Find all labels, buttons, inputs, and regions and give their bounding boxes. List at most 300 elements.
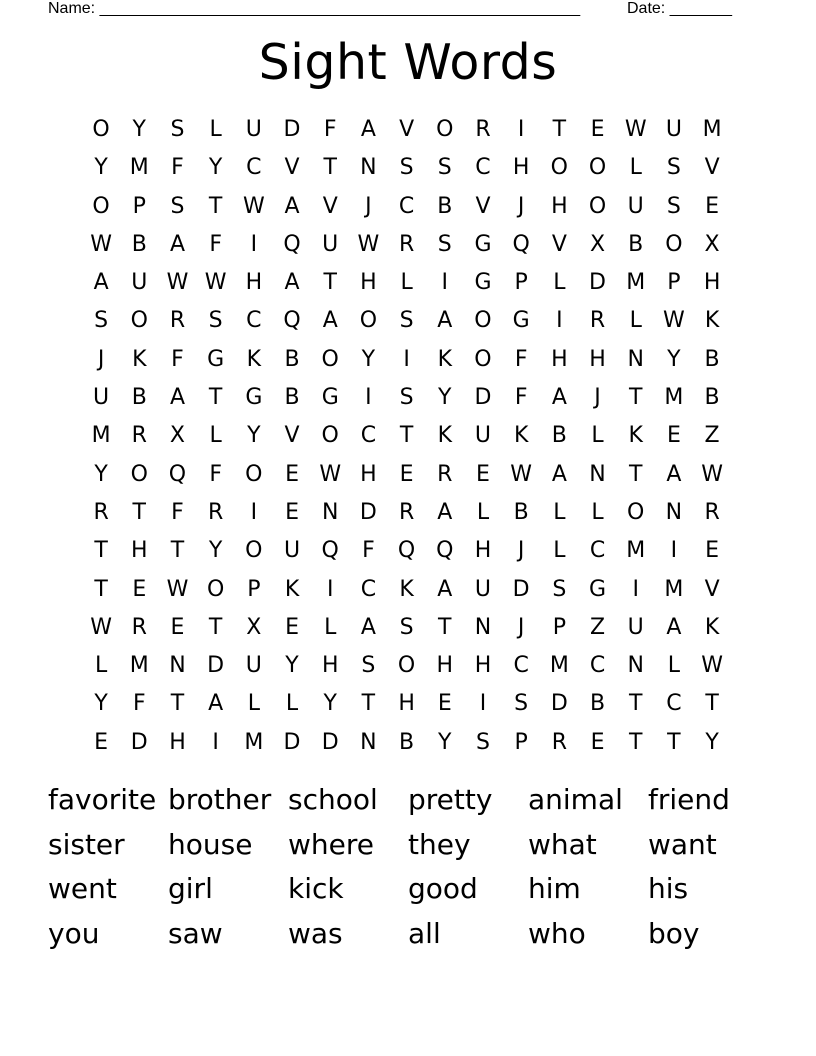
grid-letter: R [589, 308, 606, 334]
word-list-item: his [648, 872, 689, 905]
grid-letter: M [626, 538, 646, 564]
grid-letter: S [666, 193, 681, 219]
grid-letter: E [705, 193, 720, 219]
grid-letter: W [701, 653, 723, 679]
grid-letter: C [513, 653, 529, 679]
grid-letter: W [204, 270, 227, 296]
grid-letter: M [664, 385, 684, 411]
grid-letter: N [627, 346, 644, 372]
grid-letter: W [510, 461, 533, 487]
grid-row [82, 456, 732, 494]
grid-letter: K [628, 423, 643, 449]
grid-letter: U [627, 193, 644, 219]
grid-letter: T [170, 691, 185, 717]
grid-letter: E [285, 614, 299, 640]
grid-letter: S [514, 691, 529, 717]
grid-letter: N [360, 155, 377, 181]
letter-grid [82, 111, 732, 762]
grid-letter: S [208, 308, 223, 334]
grid-letter: A [551, 385, 567, 411]
grid-letter: A [666, 461, 682, 487]
grid-letter: Z [589, 614, 606, 640]
grid-letter: F [362, 538, 375, 564]
word-list-item: they [408, 827, 471, 861]
word-list-item: brother [168, 783, 272, 816]
grid-letter: B [704, 346, 720, 372]
grid-letter: E [132, 576, 147, 602]
grid-letter: Y [247, 423, 261, 449]
grid-letter: A [551, 461, 567, 487]
word-list-item: who [528, 916, 586, 950]
grid-letter: B [628, 231, 644, 257]
grid-letter: B [513, 499, 529, 525]
grid-letter: K [513, 423, 529, 449]
grid-letter: T [399, 423, 414, 449]
word-list-item: where [288, 827, 374, 861]
grid-letter: T [170, 538, 185, 564]
grid-letter: S [437, 231, 452, 257]
grid-letter: U [322, 231, 339, 257]
grid-letter: U [627, 614, 644, 640]
grid-letter: C [246, 155, 262, 181]
grid-letter: Q [283, 231, 301, 257]
grid-letter: L [476, 499, 490, 525]
grid-letter: W [319, 461, 342, 487]
grid-letter: P [247, 576, 261, 602]
grid-letter: F [209, 231, 222, 257]
grid-letter: T [208, 614, 223, 640]
grid-letter: V [284, 423, 300, 449]
grid-letter: L [553, 270, 566, 296]
grid-letter: X [704, 231, 720, 257]
grid-letter: L [94, 653, 108, 679]
grid-letter: X [246, 614, 262, 640]
grid-letter: L [209, 117, 222, 142]
grid-letter: F [323, 117, 337, 142]
grid-letter: I [250, 499, 258, 525]
grid-letter: J [517, 538, 525, 564]
grid-letter: B [131, 385, 147, 411]
grid-letter: C [589, 653, 606, 679]
grid-row [82, 379, 732, 417]
word-list [48, 778, 768, 956]
grid-letter: C [666, 691, 682, 717]
grid-letter: L [629, 155, 642, 181]
grid-letter: S [94, 308, 109, 334]
word-list-item: sister [48, 827, 125, 861]
word-list-item: want [648, 827, 717, 861]
grid-letter: S [666, 155, 681, 181]
grid-letter: O [92, 117, 110, 142]
grid-letter: T [628, 385, 643, 411]
grid-letter: U [283, 538, 301, 564]
grid-letter: N [627, 653, 644, 679]
grid-letter: Q [512, 231, 530, 257]
grid-letter: U [245, 653, 262, 679]
grid-letter: S [170, 193, 185, 219]
grid-letter: F [209, 461, 222, 487]
grid-letter: Y [94, 691, 108, 717]
grid-letter: L [209, 423, 222, 449]
grid-letter: R [169, 308, 186, 334]
grid-letter: A [93, 270, 109, 296]
grid-letter: Y [323, 691, 337, 717]
grid-letter: S [399, 614, 414, 640]
grid-letter: P [514, 729, 528, 755]
grid-letter: D [130, 729, 148, 755]
grid-letter: I [441, 270, 449, 296]
grid-letter: K [437, 423, 452, 449]
grid-letter: O [321, 346, 339, 372]
grid-letter: Z [704, 423, 720, 449]
grid-letter: H [360, 270, 377, 296]
grid-letter: D [512, 576, 530, 602]
grid-row [82, 685, 732, 723]
grid-letter: J [97, 346, 105, 372]
date-field-label: Date: _______ [627, 0, 732, 17]
grid-letter: K [132, 346, 147, 372]
grid-row [82, 571, 732, 609]
word-list-item: girl [168, 872, 213, 905]
grid-letter: T [667, 729, 681, 755]
word-list-row [48, 778, 768, 823]
grid-letter: S [399, 308, 414, 334]
grid-letter: F [171, 346, 184, 372]
grid-letter: I [479, 691, 487, 717]
grid-letter: O [359, 308, 378, 334]
grid-letter: W [166, 576, 189, 602]
grid-letter: G [589, 576, 607, 602]
grid-letter: Q [168, 461, 187, 487]
grid-letter: R [551, 729, 567, 755]
grid-letter: V [399, 117, 415, 142]
grid-letter: R [93, 499, 109, 525]
grid-letter: K [399, 576, 414, 602]
grid-letter: C [589, 538, 606, 564]
grid-letter: O [397, 653, 416, 679]
grid-letter: H [703, 270, 721, 296]
word-list-item: all [408, 916, 441, 950]
grid-row [82, 149, 732, 187]
grid-letter: Y [208, 538, 223, 564]
grid-letter: K [704, 614, 720, 640]
worksheet-header [0, 0, 816, 22]
grid-letter: R [131, 614, 147, 640]
grid-letter: E [285, 499, 299, 525]
grid-letter: U [474, 576, 492, 602]
grid-letter: V [322, 193, 338, 219]
grid-letter: L [247, 691, 260, 717]
grid-letter: T [552, 117, 567, 142]
grid-letter: E [476, 461, 490, 487]
grid-letter: T [323, 270, 337, 296]
grid-letter: V [704, 576, 720, 602]
grid-letter: Y [438, 729, 452, 755]
grid-letter: F [171, 155, 184, 181]
grid-letter: O [665, 231, 683, 257]
word-list-row [48, 867, 768, 912]
grid-letter: R [475, 117, 491, 142]
grid-letter: H [589, 346, 606, 372]
grid-letter: Y [285, 653, 299, 679]
grid-letter: Y [667, 346, 681, 372]
grid-letter: B [399, 729, 415, 755]
grid-letter: Q [321, 538, 339, 564]
grid-letter: C [360, 576, 377, 602]
grid-letter: K [246, 346, 262, 372]
grid-letter: S [361, 653, 376, 679]
word-list-item: school [288, 783, 378, 816]
grid-letter: L [285, 691, 299, 717]
word-list-item: saw [168, 916, 223, 950]
grid-letter: O [130, 308, 148, 334]
grid-letter: R [208, 499, 224, 525]
grid-letter: I [326, 576, 334, 602]
grid-letter: S [552, 576, 567, 602]
grid-letter: T [628, 461, 643, 487]
grid-letter: N [321, 499, 339, 525]
grid-letter: E [285, 461, 299, 487]
word-list-item: pretty [408, 783, 493, 816]
grid-letter: I [250, 231, 258, 257]
grid-letter: J [517, 614, 525, 640]
grid-letter: D [550, 691, 568, 717]
grid-letter: B [551, 423, 567, 449]
grid-letter: D [283, 117, 301, 142]
grid-letter: F [132, 691, 146, 717]
grid-letter: L [629, 308, 642, 334]
word-list-item: favorite [48, 783, 157, 816]
grid-row [82, 494, 732, 532]
grid-letter: S [170, 117, 185, 142]
grid-letter: Q [397, 538, 416, 564]
grid-row [82, 724, 732, 762]
grid-letter: W [701, 461, 723, 487]
grid-letter: E [437, 691, 452, 717]
grid-letter: O [321, 423, 339, 449]
grid-letter: R [704, 499, 720, 525]
grid-letter: P [667, 270, 681, 296]
grid-letter: D [207, 653, 225, 679]
grid-letter: D [283, 729, 301, 755]
grid-letter: I [670, 538, 678, 564]
grid-letter: Y [361, 346, 376, 372]
grid-letter: A [666, 614, 682, 640]
grid-letter: H [474, 538, 492, 564]
grid-letter: T [208, 193, 223, 219]
grid-letter: K [704, 308, 720, 334]
grid-letter: E [590, 729, 605, 755]
grid-letter: I [517, 117, 525, 142]
grid-letter: D [321, 729, 339, 755]
grid-letter: W [624, 117, 647, 142]
grid-letter: R [131, 423, 147, 449]
grid-letter: W [357, 231, 380, 257]
grid-letter: M [664, 576, 684, 602]
grid-letter: E [666, 423, 681, 449]
grid-row [82, 532, 732, 570]
grid-letter: C [475, 155, 491, 181]
grid-letter: B [437, 193, 453, 219]
grid-letter: A [437, 499, 453, 525]
grid-letter: J [365, 193, 372, 219]
word-list-item: kick [288, 872, 344, 905]
grid-letter: E [170, 614, 185, 640]
grid-row [82, 188, 732, 226]
grid-letter: A [437, 576, 453, 602]
grid-letter: M [549, 653, 569, 679]
grid-row [82, 609, 732, 647]
grid-letter: X [169, 423, 185, 449]
grid-letter: Y [132, 117, 146, 142]
grid-letter: H [436, 653, 454, 679]
grid-row [82, 647, 732, 685]
grid-letter: O [474, 346, 492, 372]
grid-letter: G [512, 308, 530, 334]
grid-letter: L [591, 499, 604, 525]
grid-letter: I [556, 308, 563, 334]
grid-letter: G [474, 270, 492, 296]
grid-letter: R [398, 499, 415, 525]
grid-letter: S [399, 155, 414, 181]
grid-letter: B [704, 385, 720, 411]
grid-letter: A [437, 308, 453, 334]
word-list-item: house [168, 827, 253, 861]
grid-letter: L [591, 423, 604, 449]
grid-letter: S [475, 729, 490, 755]
grid-letter: H [169, 729, 186, 755]
grid-letter: P [552, 614, 566, 640]
grid-letter: R [398, 231, 415, 257]
grid-row [82, 341, 732, 379]
grid-letter: K [284, 576, 300, 602]
grid-letter: T [208, 385, 223, 411]
grid-letter: G [321, 385, 339, 411]
grid-letter: O [627, 499, 645, 525]
grid-letter: P [514, 270, 528, 296]
grid-letter: U [474, 423, 492, 449]
word-list-row [48, 912, 768, 957]
grid-letter: J [594, 385, 601, 411]
grid-letter: H [245, 270, 263, 296]
grid-letter: N [665, 499, 683, 525]
grid-letter: E [590, 117, 605, 142]
grid-letter: W [663, 308, 685, 334]
grid-letter: W [90, 614, 112, 640]
grid-letter: H [551, 193, 568, 219]
grid-letter: V [284, 155, 300, 181]
grid-letter: D [474, 385, 492, 411]
grid-letter: A [169, 385, 185, 411]
grid-letter: E [399, 461, 414, 487]
word-list-item: good [408, 872, 478, 905]
grid-letter: H [398, 691, 415, 717]
grid-letter: A [284, 193, 300, 219]
grid-row [82, 264, 732, 302]
grid-letter: T [94, 576, 108, 602]
grid-letter: F [171, 499, 184, 525]
grid-letter: R [437, 461, 453, 487]
grid-letter: F [514, 346, 528, 372]
grid-letter: M [244, 729, 264, 755]
grid-letter: I [212, 729, 219, 755]
grid-letter: T [705, 691, 719, 717]
word-list-item: you [48, 916, 100, 950]
grid-letter: O [474, 308, 492, 334]
grid-letter: Y [705, 729, 719, 755]
grid-letter: O [436, 117, 454, 142]
grid-letter: A [208, 691, 224, 717]
grid-letter: C [360, 423, 377, 449]
grid-letter: H [131, 538, 148, 564]
grid-letter: Y [208, 155, 223, 181]
grid-letter: M [129, 155, 149, 181]
grid-letter: E [94, 729, 109, 755]
grid-letter: Y [94, 461, 108, 487]
grid-letter: U [665, 117, 682, 142]
grid-letter: G [474, 231, 492, 257]
grid-letter: O [245, 461, 263, 487]
grid-letter: Q [436, 538, 454, 564]
grid-row [82, 111, 732, 149]
grid-letter: O [245, 538, 263, 564]
grid-row [82, 417, 732, 455]
word-list-item: went [48, 872, 117, 905]
grid-letter: A [284, 270, 300, 296]
word-list-item: friend [648, 783, 730, 816]
grid-letter: C [246, 308, 262, 334]
grid-letter: W [242, 193, 265, 219]
grid-letter: T [628, 729, 643, 755]
grid-letter: S [437, 155, 452, 181]
grid-letter: L [553, 499, 566, 525]
grid-letter: S [399, 385, 414, 411]
grid-letter: T [323, 155, 337, 181]
grid-letter: A [169, 231, 185, 257]
grid-letter: H [551, 346, 568, 372]
grid-letter: B [589, 691, 606, 717]
grid-letter: E [705, 538, 720, 564]
grid-letter: T [628, 691, 643, 717]
word-list-row [48, 823, 768, 868]
grid-letter: M [129, 653, 149, 679]
page-title: Sight Words [258, 34, 558, 91]
grid-letter: N [474, 614, 492, 640]
grid-letter: O [206, 576, 225, 602]
grid-letter: H [512, 155, 530, 181]
name-field-label: Name: ______________________________________________________ [48, 0, 581, 17]
grid-letter: W [166, 270, 189, 296]
grid-letter: L [400, 270, 413, 296]
word-list-item: was [288, 916, 343, 950]
grid-letter: T [361, 691, 376, 717]
grid-letter: U [131, 270, 148, 296]
grid-letter: O [130, 461, 148, 487]
grid-letter: B [131, 231, 147, 257]
grid-letter: T [94, 538, 108, 564]
grid-letter: D [359, 499, 377, 525]
grid-letter: H [360, 461, 377, 487]
grid-letter: T [438, 614, 452, 640]
grid-letter: D [589, 270, 606, 296]
grid-letter: Y [438, 385, 452, 411]
grid-letter: L [324, 614, 337, 640]
grid-letter: V [704, 155, 720, 181]
grid-row [82, 226, 732, 264]
grid-letter: M [626, 270, 646, 296]
word-list-item: boy [648, 916, 700, 950]
grid-letter: U [245, 117, 262, 142]
